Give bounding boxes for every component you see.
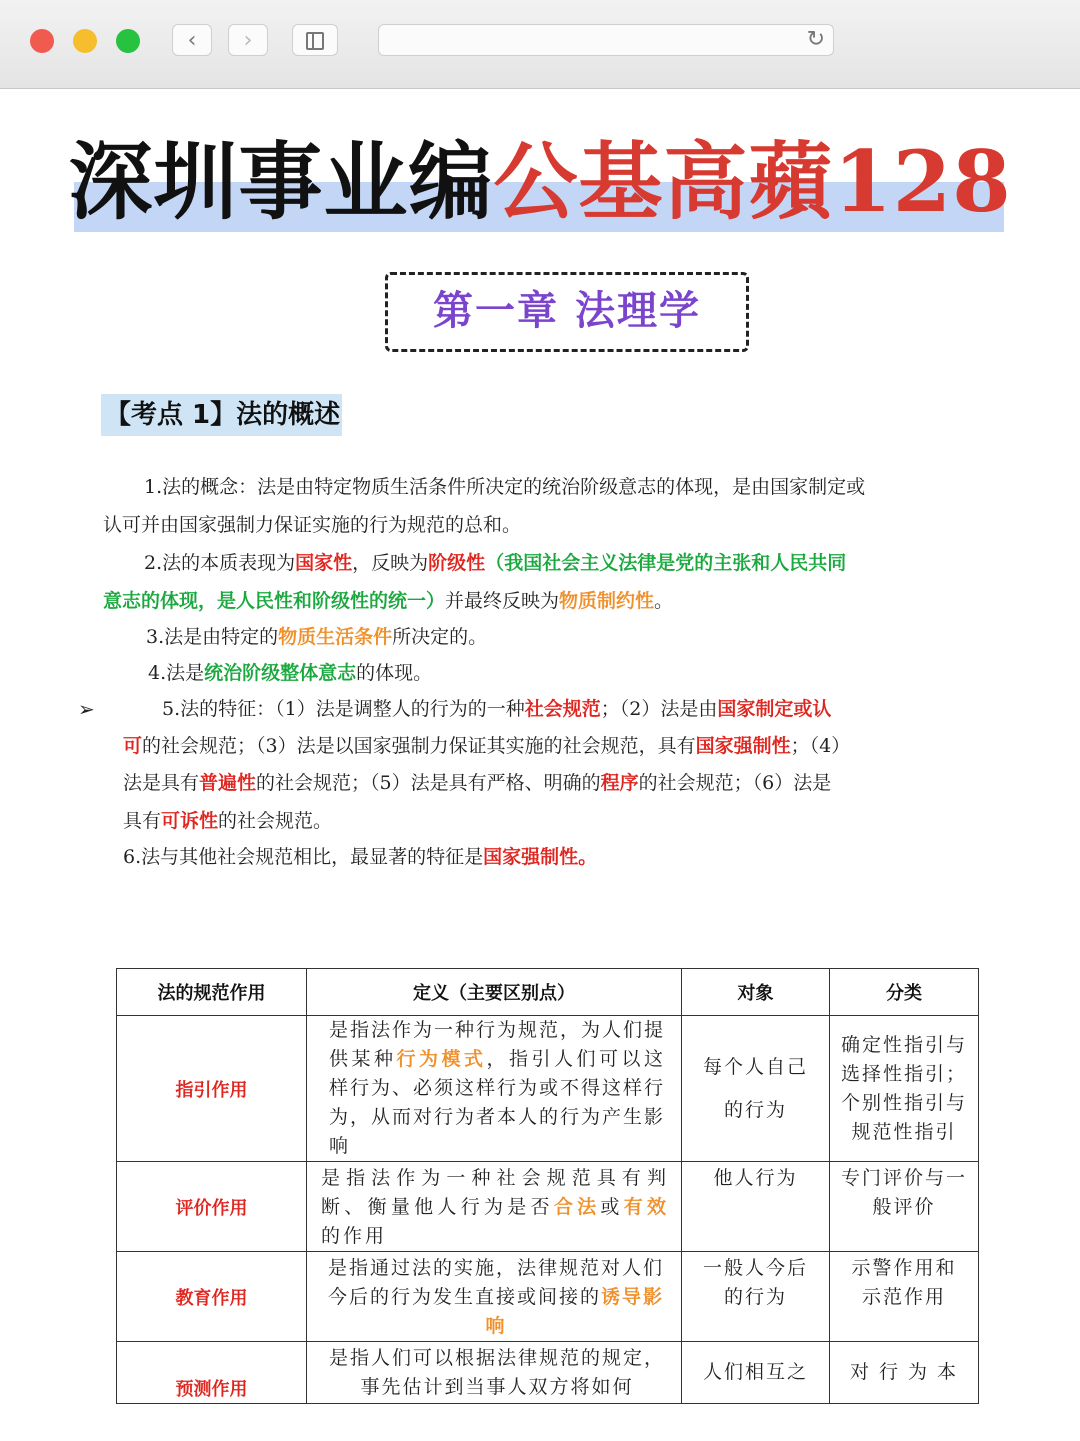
section-heading: 【考点 1】法的概述 (101, 394, 342, 436)
row-category: 对 行 为 本 (830, 1342, 979, 1404)
obj-line1: 每个人自己 (702, 1055, 808, 1078)
forward-button[interactable] (228, 24, 268, 56)
row-definition: 是指人们可以根据法律规范的规定，事先估计到当事人双方将如何 (307, 1342, 682, 1404)
p5-line1 (162, 694, 831, 724)
minimize-dot-icon[interactable] (73, 29, 97, 53)
p4-a: 4.法是 (148, 662, 205, 684)
def-a: 是指法作为一种社会规范具有判断、衡量他人行为是否 (321, 1167, 669, 1218)
reload-icon[interactable]: ↻ (806, 27, 825, 52)
table-row (117, 1016, 979, 1162)
p3-b: 物质生活条件 (278, 626, 393, 648)
def-b: 诱导影响 (485, 1286, 665, 1337)
p2-g: 并最终反映为 (445, 590, 560, 612)
forward-icon: › (243, 28, 253, 53)
p5-d: 国家制定或认 (717, 698, 832, 720)
p2-c: ，反映为 (352, 552, 429, 574)
p5-a: 5.法的特征：（1）法是调整人的行为的一种 (162, 698, 525, 720)
p4-c: 的体现。 (356, 662, 433, 684)
table-header-row (117, 969, 979, 1016)
p5-l: 程序 (600, 772, 639, 794)
p5-f: 的社会规范；（3）法是以国家强制力保证其实施的社会规范，具有 (142, 735, 696, 757)
def-b: 行为模式 (396, 1048, 487, 1070)
def-b: 合法 (553, 1196, 601, 1218)
p5-p: 的社会规范。 (218, 810, 333, 832)
p2-line1 (144, 548, 846, 578)
table-row (117, 1342, 979, 1404)
def-d: 有效 (623, 1196, 669, 1218)
close-dot-icon[interactable] (30, 29, 54, 53)
row-name: 评价作用 (117, 1162, 307, 1252)
zoom-dot-icon[interactable] (116, 29, 140, 53)
p6-c: 。 (578, 846, 598, 868)
row-object: 他人行为 (682, 1162, 830, 1252)
sidebar-icon (306, 32, 324, 50)
p6-line (123, 842, 597, 872)
p5-line4 (123, 806, 332, 836)
page-title (0, 130, 1080, 234)
browser-toolbar (0, 0, 1080, 89)
back-button[interactable] (172, 24, 212, 56)
p5-j: 普遍性 (199, 772, 257, 794)
row-definition (307, 1162, 682, 1252)
p3-a: 3.法是由特定的 (146, 626, 279, 648)
p2-line2 (103, 586, 673, 616)
p5-c: ；（2）法是由 (600, 698, 718, 720)
p5-m: 的社会规范；（6）法是 (638, 772, 832, 794)
p2-d: 阶级性 (428, 552, 486, 574)
p5-h: ；（4） (790, 735, 851, 757)
row-category: 示警作用和示范作用 (830, 1252, 979, 1342)
p2-i: 。 (654, 590, 674, 612)
row-object (682, 1016, 830, 1162)
sidebar-button[interactable] (292, 24, 338, 56)
header-function: 法的规范作用 (117, 969, 307, 1016)
p5-line2 (123, 731, 850, 761)
p5-o: 可诉性 (161, 810, 219, 832)
row-object: 人们相互之 (682, 1342, 830, 1404)
p5-g: 国家强制性 (695, 735, 791, 757)
p5-b: 社会规范 (524, 698, 601, 720)
p1-line2: 认可并由国家强制力保证实施的行为规范的总和。 (103, 514, 522, 536)
back-icon: ‹ (187, 28, 197, 53)
def-a: 是指法作为一种行为规范，为人们提供某种 (329, 1019, 666, 1070)
p2-b: 国家性 (295, 552, 353, 574)
row-category: 专门评价与一般评价 (830, 1162, 979, 1252)
row-definition (307, 1016, 682, 1162)
p2-f: 意志的体现，是人民性和阶级性的统一） (103, 590, 446, 612)
p5-k: 的社会规范；（5）法是具有严格、明确的 (256, 772, 601, 794)
bullet-arrow-icon: ➢ (78, 697, 95, 721)
row-definition (307, 1252, 682, 1342)
row-name: 指引作用 (117, 1016, 307, 1162)
title-part2: 公基高蘋128 (493, 132, 1012, 231)
address-bar[interactable] (378, 24, 834, 56)
table-row (117, 1162, 979, 1252)
p1-line1: 1.法的概念：法是由特定物质生活条件所决定的统治阶级意志的体现，是由国家制定或 (144, 476, 866, 498)
def-e: 的作用 (321, 1225, 388, 1247)
table-row (117, 1252, 979, 1342)
p3-line (146, 622, 487, 652)
p2-e: （我国社会主义法律是党的主张和人民共同 (485, 552, 847, 574)
p2-h: 物质制约性 (559, 590, 655, 612)
p5-n: 具有 (123, 810, 162, 832)
p4-line (148, 658, 432, 688)
row-object: 一般人今后的行为 (682, 1252, 830, 1342)
def-c: ，指引人们可以这样行为、必须这样行为或不得这样行为，从而对行为者本人的行为产生影响 (329, 1048, 666, 1157)
chapter-box: 第一章 法理学 (385, 272, 749, 352)
row-name: 预测作用 (117, 1342, 307, 1404)
header-object: 对象 (682, 969, 830, 1016)
p4-b: 统治阶级整体意志 (204, 662, 357, 684)
def-c: 或 (600, 1196, 624, 1218)
p6-a: 6.法与其他社会规范相比，最显著的特征是 (123, 846, 484, 868)
p6-b: 国家强制性 (483, 846, 579, 868)
def-a: 是指通过法的实施，法律规范对人们今后的行为发生直接或间接的 (327, 1257, 664, 1308)
p3-c: 所决定的。 (392, 626, 488, 648)
title-part1: 深圳事业编 (68, 132, 494, 231)
row-name: 教育作用 (117, 1252, 307, 1342)
header-definition: 定义（主要区别点） (307, 969, 682, 1016)
row-category: 确定性指引与选择性指引；个别性指引与规范性指引 (830, 1016, 979, 1162)
obj-line2: 的行为 (723, 1098, 787, 1121)
p5-line3 (123, 768, 831, 798)
p5-i: 法是具有 (123, 772, 200, 794)
p2-a: 2.法的本质表现为 (144, 552, 296, 574)
norm-function-table (116, 968, 979, 1404)
header-category: 分类 (830, 969, 979, 1016)
p5-e: 可 (123, 735, 143, 757)
